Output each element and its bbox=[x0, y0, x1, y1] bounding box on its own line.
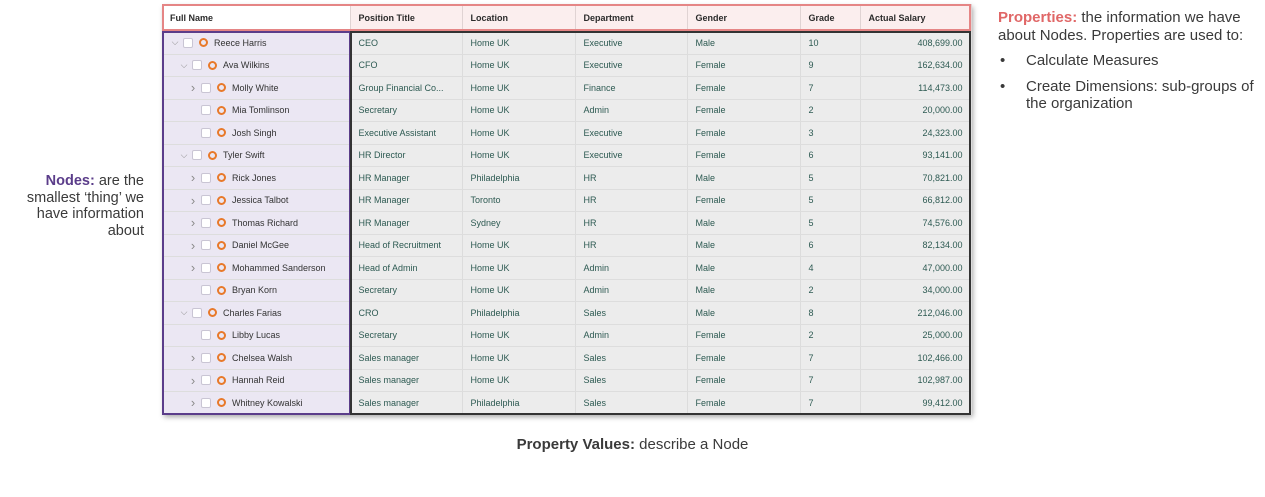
node-ring-icon bbox=[217, 286, 226, 295]
grade-cell: 5 bbox=[800, 167, 860, 190]
full-name-cell[interactable] bbox=[162, 347, 350, 370]
location-cell: Home UK bbox=[462, 279, 575, 302]
full-name-label: Libby Lucas bbox=[232, 330, 281, 341]
row-checkbox[interactable] bbox=[201, 398, 211, 408]
property-values-keyword: Property Values: bbox=[516, 436, 635, 453]
full-name-cell[interactable] bbox=[162, 369, 350, 392]
grade-cell: 7 bbox=[800, 369, 860, 392]
department-cell: Sales bbox=[575, 369, 687, 392]
column-header-actual-salary[interactable]: Actual Salary bbox=[860, 4, 971, 32]
chevron-right-icon[interactable]: › bbox=[190, 372, 196, 388]
table-row[interactable] bbox=[162, 122, 971, 145]
grade-cell: 7 bbox=[800, 347, 860, 370]
table-row[interactable] bbox=[162, 302, 971, 325]
table-row[interactable] bbox=[162, 324, 971, 347]
row-checkbox[interactable] bbox=[201, 263, 211, 273]
position-cell: Secretary bbox=[350, 99, 462, 122]
node-ring-icon bbox=[217, 128, 226, 137]
row-checkbox[interactable] bbox=[192, 60, 202, 70]
position-cell: HR Manager bbox=[350, 189, 462, 212]
gender-cell: Male bbox=[687, 234, 800, 257]
full-name-cell[interactable] bbox=[162, 189, 350, 212]
department-cell: Sales bbox=[575, 302, 687, 325]
gender-cell: Male bbox=[687, 212, 800, 235]
gender-cell: Male bbox=[687, 302, 800, 325]
location-cell: Home UK bbox=[462, 347, 575, 370]
full-name-label: Rick Jones bbox=[232, 172, 277, 183]
gender-cell: Female bbox=[687, 392, 800, 415]
gender-cell: Male bbox=[687, 279, 800, 302]
row-checkbox[interactable] bbox=[201, 285, 211, 295]
chevron-right-icon[interactable]: › bbox=[190, 260, 196, 276]
full-name-cell[interactable] bbox=[162, 302, 350, 325]
full-name-label: Jessica Talbot bbox=[232, 195, 289, 206]
full-name-cell[interactable] bbox=[162, 167, 350, 190]
grade-cell: 3 bbox=[800, 122, 860, 145]
department-cell: HR bbox=[575, 167, 687, 190]
gender-cell: Male bbox=[687, 32, 800, 55]
grade-cell: 7 bbox=[800, 77, 860, 100]
position-cell: Sales manager bbox=[350, 369, 462, 392]
salary-cell: 212,046.00 bbox=[860, 302, 971, 325]
column-header-position-title[interactable]: Position Title bbox=[350, 4, 462, 32]
location-cell: Philadelphia bbox=[462, 302, 575, 325]
node-ring-icon bbox=[208, 308, 217, 317]
salary-cell: 162,634.00 bbox=[860, 54, 971, 77]
chevron-down-icon[interactable]: ⌵ bbox=[180, 149, 188, 160]
department-cell: HR bbox=[575, 189, 687, 212]
gender-cell: Female bbox=[687, 77, 800, 100]
location-cell: Home UK bbox=[462, 122, 575, 145]
chevron-down-icon[interactable]: ⌵ bbox=[180, 59, 188, 70]
column-header-grade[interactable]: Grade bbox=[800, 4, 860, 32]
properties-description: the information we have about Nodes. Properties are used to: bbox=[998, 9, 1244, 44]
location-cell: Philadelphia bbox=[462, 392, 575, 415]
properties-keyword: Properties: bbox=[998, 9, 1078, 26]
row-checkbox[interactable] bbox=[201, 353, 211, 363]
full-name-cell[interactable] bbox=[162, 279, 350, 302]
node-ring-icon bbox=[217, 83, 226, 92]
full-name-label: Whitney Kowalski bbox=[232, 397, 303, 408]
chevron-right-icon[interactable]: › bbox=[190, 192, 196, 208]
salary-cell: 70,821.00 bbox=[860, 167, 971, 190]
node-ring-icon bbox=[217, 106, 226, 115]
salary-cell: 34,000.00 bbox=[860, 279, 971, 302]
node-ring-icon bbox=[217, 263, 226, 272]
table-row[interactable] bbox=[162, 99, 971, 122]
location-cell: Toronto bbox=[462, 189, 575, 212]
table-row[interactable] bbox=[162, 77, 971, 100]
position-cell: Secretary bbox=[350, 279, 462, 302]
table-body bbox=[162, 32, 971, 415]
row-checkbox[interactable] bbox=[201, 195, 211, 205]
grade-cell: 4 bbox=[800, 257, 860, 280]
table-row[interactable] bbox=[162, 189, 971, 212]
salary-cell: 102,987.00 bbox=[860, 369, 971, 392]
salary-cell: 93,141.00 bbox=[860, 144, 971, 167]
full-name-cell[interactable] bbox=[162, 144, 350, 167]
column-header-full-name[interactable]: Full Name bbox=[162, 4, 350, 32]
org-table-container bbox=[162, 4, 971, 414]
grade-cell: 7 bbox=[800, 392, 860, 415]
row-checkbox[interactable] bbox=[201, 240, 211, 250]
full-name-label: Charles Farias bbox=[223, 307, 282, 318]
node-ring-icon bbox=[217, 398, 226, 407]
gender-cell: Female bbox=[687, 54, 800, 77]
full-name-cell[interactable] bbox=[162, 212, 350, 235]
table-row[interactable] bbox=[162, 234, 971, 257]
chevron-down-icon[interactable]: ⌵ bbox=[171, 37, 179, 48]
nodes-description: are the smallest ‘thing’ we have information about bbox=[26, 173, 144, 239]
department-cell: Sales bbox=[575, 347, 687, 370]
department-cell: Executive bbox=[575, 122, 687, 145]
row-checkbox[interactable] bbox=[201, 173, 211, 183]
position-cell: Sales manager bbox=[350, 392, 462, 415]
salary-cell: 66,812.00 bbox=[860, 189, 971, 212]
department-cell: Admin bbox=[575, 324, 687, 347]
nodes-keyword: Nodes: bbox=[45, 173, 95, 189]
gender-cell: Female bbox=[687, 99, 800, 122]
position-cell: Secretary bbox=[350, 324, 462, 347]
row-checkbox[interactable] bbox=[201, 375, 211, 385]
position-cell: CFO bbox=[350, 54, 462, 77]
position-cell: CEO bbox=[350, 32, 462, 55]
chevron-right-icon[interactable]: › bbox=[190, 237, 196, 253]
gender-cell: Male bbox=[687, 257, 800, 280]
location-cell: Home UK bbox=[462, 369, 575, 392]
node-ring-icon bbox=[217, 218, 226, 227]
node-ring-icon bbox=[217, 241, 226, 250]
bullet-create-dimensions: • Create Dimensions: sub-groups of the organization bbox=[998, 78, 1258, 113]
full-name-label: Mohammed Sanderson bbox=[232, 262, 326, 273]
row-checkbox[interactable] bbox=[192, 150, 202, 160]
location-cell: Home UK bbox=[462, 234, 575, 257]
salary-cell: 74,576.00 bbox=[860, 212, 971, 235]
table-row[interactable] bbox=[162, 392, 971, 415]
salary-cell: 47,000.00 bbox=[860, 257, 971, 280]
salary-cell: 114,473.00 bbox=[860, 77, 971, 100]
grade-cell: 6 bbox=[800, 234, 860, 257]
row-checkbox[interactable] bbox=[201, 128, 211, 138]
row-checkbox[interactable] bbox=[201, 218, 211, 228]
full-name-label: Chelsea Walsh bbox=[232, 352, 293, 363]
full-name-label: Daniel McGee bbox=[232, 240, 290, 251]
node-ring-icon bbox=[217, 376, 226, 385]
salary-cell: 408,699.00 bbox=[860, 32, 971, 55]
property-values-description: describe a Node bbox=[639, 436, 749, 453]
full-name-label: Mia Tomlinson bbox=[232, 105, 290, 116]
row-checkbox[interactable] bbox=[201, 105, 211, 115]
row-checkbox[interactable] bbox=[201, 330, 211, 340]
full-name-label: Reece Harris bbox=[214, 37, 267, 48]
properties-annotation bbox=[998, 9, 1258, 121]
position-cell: HR Manager bbox=[350, 167, 462, 190]
grade-cell: 2 bbox=[800, 279, 860, 302]
property-values-annotation bbox=[0, 436, 1265, 453]
full-name-cell[interactable] bbox=[162, 32, 350, 55]
gender-cell: Female bbox=[687, 347, 800, 370]
full-name-cell[interactable] bbox=[162, 392, 350, 415]
department-cell: Finance bbox=[575, 77, 687, 100]
position-cell: Sales manager bbox=[350, 347, 462, 370]
node-ring-icon bbox=[199, 38, 208, 47]
grade-cell: 2 bbox=[800, 324, 860, 347]
chevron-right-icon[interactable]: › bbox=[190, 170, 196, 186]
department-cell: Sales bbox=[575, 392, 687, 415]
column-header-gender[interactable]: Gender bbox=[687, 4, 800, 32]
position-cell: HR Manager bbox=[350, 212, 462, 235]
location-cell: Home UK bbox=[462, 324, 575, 347]
gender-cell: Female bbox=[687, 324, 800, 347]
gender-cell: Female bbox=[687, 144, 800, 167]
grade-cell: 6 bbox=[800, 144, 860, 167]
department-cell: Executive bbox=[575, 144, 687, 167]
chevron-right-icon[interactable]: › bbox=[190, 80, 196, 96]
full-name-cell[interactable] bbox=[162, 257, 350, 280]
full-name-label: Bryan Korn bbox=[232, 285, 278, 296]
nodes-annotation bbox=[14, 173, 144, 239]
location-cell: Home UK bbox=[462, 99, 575, 122]
chevron-down-icon[interactable]: ⌵ bbox=[180, 307, 188, 318]
grade-cell: 9 bbox=[800, 54, 860, 77]
position-cell: HR Director bbox=[350, 144, 462, 167]
table-row[interactable] bbox=[162, 54, 971, 77]
salary-cell: 102,466.00 bbox=[860, 347, 971, 370]
table-row[interactable] bbox=[162, 32, 971, 55]
gender-cell: Female bbox=[687, 122, 800, 145]
bullet-calculate-measures: • Calculate Measures bbox=[998, 52, 1258, 70]
full-name-cell[interactable] bbox=[162, 99, 350, 122]
location-cell: Home UK bbox=[462, 54, 575, 77]
full-name-cell[interactable] bbox=[162, 234, 350, 257]
node-ring-icon bbox=[217, 173, 226, 182]
table-header-row bbox=[162, 4, 971, 32]
department-cell: HR bbox=[575, 234, 687, 257]
department-cell: Executive bbox=[575, 54, 687, 77]
chevron-right-icon[interactable]: › bbox=[190, 395, 196, 411]
full-name-cell[interactable] bbox=[162, 77, 350, 100]
full-name-label: Ava Wilkins bbox=[223, 60, 270, 71]
full-name-cell[interactable] bbox=[162, 324, 350, 347]
salary-cell: 82,134.00 bbox=[860, 234, 971, 257]
position-cell: Head of Admin bbox=[350, 257, 462, 280]
position-cell: CRO bbox=[350, 302, 462, 325]
location-cell: Philadelphia bbox=[462, 167, 575, 190]
table-row[interactable] bbox=[162, 279, 971, 302]
full-name-label: Hannah Reid bbox=[232, 375, 285, 386]
location-cell: Home UK bbox=[462, 77, 575, 100]
full-name-cell[interactable] bbox=[162, 122, 350, 145]
position-cell: Head of Recruitment bbox=[350, 234, 462, 257]
row-checkbox[interactable] bbox=[192, 308, 202, 318]
table-row[interactable] bbox=[162, 212, 971, 235]
row-checkbox[interactable] bbox=[183, 38, 193, 48]
grade-cell: 10 bbox=[800, 32, 860, 55]
salary-cell: 99,412.00 bbox=[860, 392, 971, 415]
position-cell: Group Financial Co... bbox=[350, 77, 462, 100]
location-cell: Home UK bbox=[462, 32, 575, 55]
node-ring-icon bbox=[217, 353, 226, 362]
node-ring-icon bbox=[208, 61, 217, 70]
gender-cell: Male bbox=[687, 167, 800, 190]
grade-cell: 2 bbox=[800, 99, 860, 122]
grade-cell: 5 bbox=[800, 212, 860, 235]
full-name-cell[interactable] bbox=[162, 54, 350, 77]
node-ring-icon bbox=[217, 331, 226, 340]
node-ring-icon bbox=[217, 196, 226, 205]
table-row[interactable] bbox=[162, 369, 971, 392]
salary-cell: 24,323.00 bbox=[860, 122, 971, 145]
full-name-label: Molly White bbox=[232, 82, 279, 93]
chevron-right-icon[interactable]: › bbox=[190, 350, 196, 366]
properties-bullet-list bbox=[998, 52, 1258, 113]
department-cell: HR bbox=[575, 212, 687, 235]
table-row[interactable] bbox=[162, 257, 971, 280]
chevron-right-icon[interactable]: › bbox=[190, 215, 196, 231]
full-name-label: Thomas Richard bbox=[232, 217, 299, 228]
grade-cell: 8 bbox=[800, 302, 860, 325]
department-cell: Admin bbox=[575, 99, 687, 122]
salary-cell: 20,000.00 bbox=[860, 99, 971, 122]
table-row[interactable] bbox=[162, 144, 971, 167]
department-cell: Admin bbox=[575, 279, 687, 302]
position-cell: Executive Assistant bbox=[350, 122, 462, 145]
department-cell: Admin bbox=[575, 257, 687, 280]
row-checkbox[interactable] bbox=[201, 83, 211, 93]
gender-cell: Female bbox=[687, 189, 800, 212]
salary-cell: 25,000.00 bbox=[860, 324, 971, 347]
node-ring-icon bbox=[208, 151, 217, 160]
column-header-department[interactable]: Department bbox=[575, 4, 687, 32]
org-table bbox=[162, 4, 972, 415]
location-cell: Sydney bbox=[462, 212, 575, 235]
location-cell: Home UK bbox=[462, 144, 575, 167]
department-cell: Executive bbox=[575, 32, 687, 55]
full-name-label: Tyler Swift bbox=[223, 150, 265, 161]
full-name-label: Josh Singh bbox=[232, 127, 277, 138]
column-header-location[interactable]: Location bbox=[462, 4, 575, 32]
table-row[interactable] bbox=[162, 347, 971, 370]
gender-cell: Female bbox=[687, 369, 800, 392]
table-row[interactable] bbox=[162, 167, 971, 190]
grade-cell: 5 bbox=[800, 189, 860, 212]
location-cell: Home UK bbox=[462, 257, 575, 280]
